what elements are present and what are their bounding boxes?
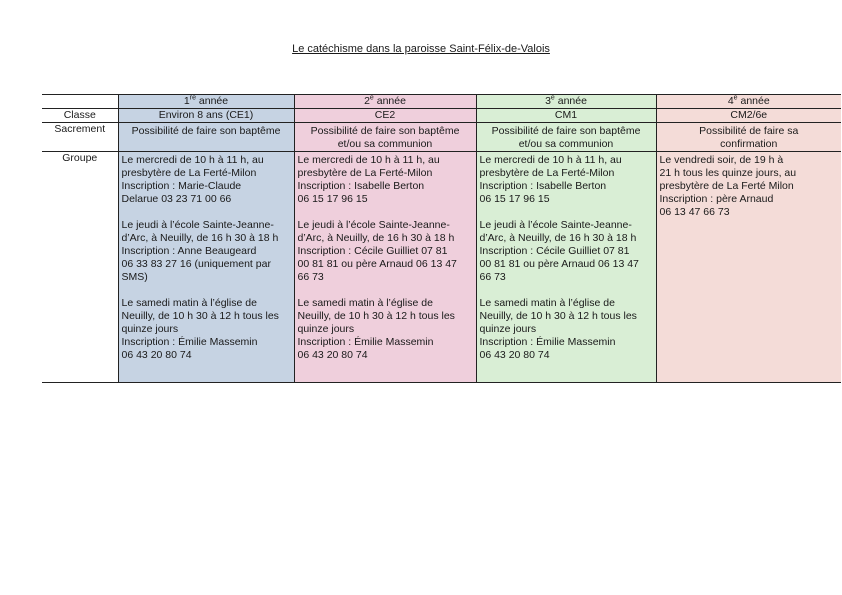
year-header-2: 2e année <box>294 95 476 109</box>
corner-cell <box>42 95 118 109</box>
classe-cell-3: CM1 <box>476 109 656 123</box>
groupe-cell-2 <box>294 152 476 383</box>
year-header-3: 3e année <box>476 95 656 109</box>
groupe-text-2: Le mercredi de 10 h à 11 h, au presbytère de La Ferté-Milon Inscription : Isabelle Berton 06 15 17 96 15 Le jeudi à l’école Sainte-Jeanne- d’Arc, à Neuilly, de 16 h 30 à 18 h Inscription : Cécile Guilliet 07 81 00 81 81 ou père Arnaud 06 13 47 66 73 Le samedi matin à l’église de Neuilly, de 10 h 30 à 12 h tous les quinze jours Inscription : Émilie Massemin 06 43 20 80 74 <box>297 154 457 361</box>
sacrement-text-2: Possibilité de faire son baptême et/ou sa communion <box>310 125 460 150</box>
sacrement-label: Sacrement <box>42 123 118 152</box>
groupe-text-3: Le mercredi de 10 h à 11 h, au presbytère de La Ferté-Milon Inscription : Isabelle Berton 06 15 17 96 15 Le jeudi à l’école Sainte-Jeanne- d’Arc, à Neuilly, de 16 h 30 à 18 h Inscription : Cécile Guilliet 07 81 00 81 81 ou père Arnaud 06 13 47 66 73 Le samedi matin à l’église de Neuilly, de 10 h 30 à 12 h tous les quinze jours Inscription : Émilie Massemin 06 43 20 80 74 <box>479 154 639 361</box>
groupe-row <box>42 152 841 383</box>
sacrement-text-3: Possibilité de faire son baptême et/ou sa communion <box>491 125 641 150</box>
groupe-text-4: Le vendredi soir, de 19 h à 21 h tous les quinze jours, au presbytère de La Ferté Milon Inscription : père Arnaud 06 13 47 66 73 <box>659 154 797 218</box>
page-title: Le catéchisme dans la paroisse Saint-Félix-de-Valois <box>292 43 550 55</box>
classe-row <box>42 109 841 123</box>
groupe-cell-3 <box>476 152 656 383</box>
catechism-table <box>42 94 841 383</box>
classe-cell-4: CM2/6e <box>656 109 841 123</box>
sacrement-cell-4 <box>656 123 841 152</box>
classe-cell-2: CE2 <box>294 109 476 123</box>
year-header-1: 1re année <box>118 95 294 109</box>
year-header-4: 4e année <box>656 95 841 109</box>
sacrement-row <box>42 123 841 152</box>
groupe-text-1: Le mercredi de 10 h à 11 h, au presbytère de La Ferté-Milon Inscription : Marie-Claude Delarue 03 23 71 00 66 Le jeudi à l’école Sainte-Jeanne- d’Arc, à Neuilly, de 16 h 30 à 18 h Inscription : Anne Beaugeard 06 33 83 27 16 (uniquement par SMS) Le samedi matin à l’église de Neuilly, de 10 h 30 à 12 h tous les quinze jours Inscription : Émilie Massemin 06 43 20 80 74 <box>121 154 279 361</box>
sacrement-text-1: Possibilité de faire son baptême <box>131 125 281 137</box>
sacrement-cell-2 <box>294 123 476 152</box>
sacrement-cell-1 <box>118 123 294 152</box>
classe-cell-1: Environ 8 ans (CE1) <box>118 109 294 123</box>
sacrement-text-4: Possibilité de faire sa confirmation <box>699 125 799 150</box>
classe-label: Classe <box>42 109 118 123</box>
groupe-label: Groupe <box>42 152 118 383</box>
sacrement-cell-3 <box>476 123 656 152</box>
year-header-row <box>42 95 841 109</box>
groupe-cell-4 <box>656 152 841 383</box>
groupe-cell-1 <box>118 152 294 383</box>
